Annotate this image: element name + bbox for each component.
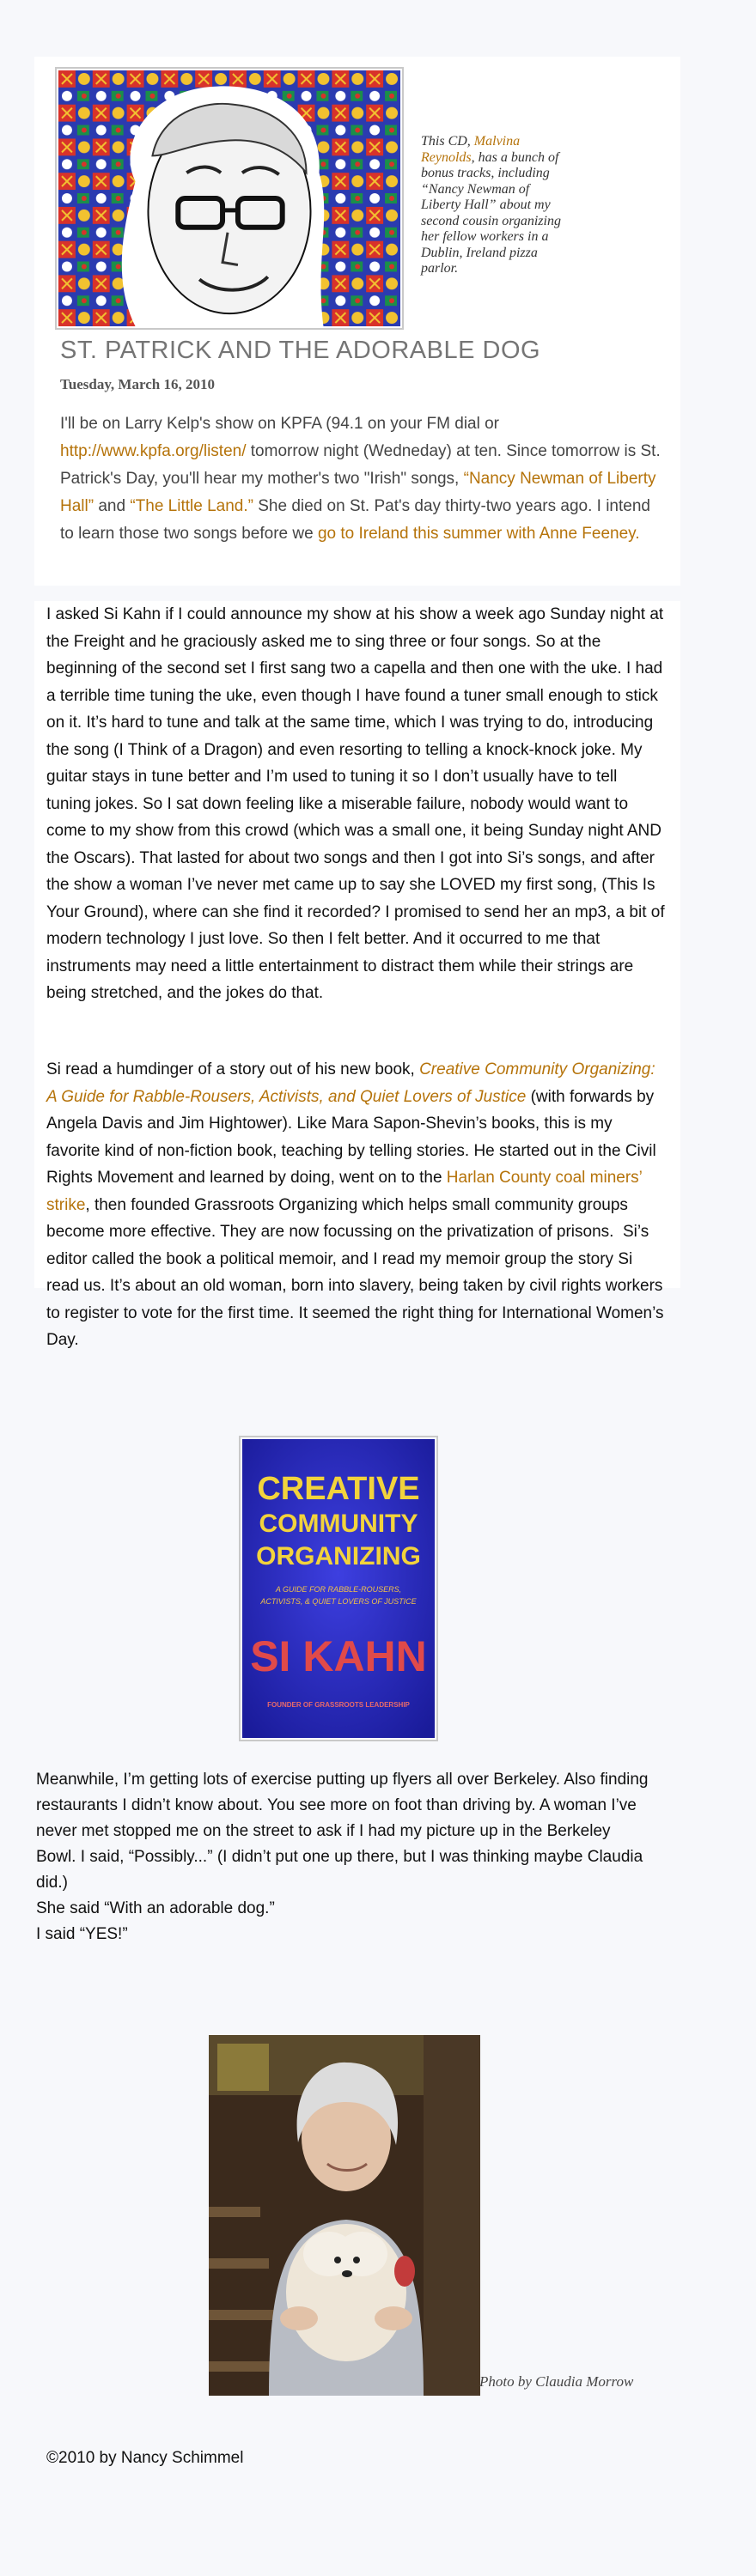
woman-with-dog-art <box>209 2035 480 2396</box>
creative-community-book-link[interactable]: Creative Community Organizing: A Guide for Rabble-Rousers, Activists, and Quiet Lovers of Justice <box>46 1060 655 1106</box>
intro-paragraph <box>60 410 666 548</box>
book-tagline: FOUNDER OF GRASSROOTS LEADERSHIP <box>267 1701 410 1709</box>
intro-text: I'll be on Larry Kelp's show on KPFA (94.1 on your FM dial or <box>60 415 500 433</box>
book-review-paragraph <box>46 1056 665 1354</box>
intro-text: She died on St. Pat's day thirty-two years ago. I intend to learn those two songs before we <box>60 497 650 543</box>
harlan-county-strike-link[interactable]: Harlan County coal miners’ strike <box>46 1169 643 1214</box>
copyright-notice: ©2010 by Nancy Schimmel <box>46 2449 244 2467</box>
book-text: Si read a humdinger of a story out of his new book, <box>46 1060 420 1078</box>
book-cover-image[interactable] <box>239 1436 438 1741</box>
cd-caption <box>421 134 571 277</box>
flyers-line: I said “YES!” <box>36 1925 128 1943</box>
intro-text: tomorrow night (Wedneday) at ten. Since tomorrow is St. Patrick's Day, you'll hear my mother's two "Irish" songs, <box>60 442 661 488</box>
caption-text-pre: This CD, <box>421 134 474 149</box>
book-title-line: CREATIVE <box>257 1471 420 1507</box>
post-date: Tuesday, March 16, 2010 <box>60 376 215 392</box>
kpfa-listen-link[interactable]: http://www.kpfa.org/listen/ <box>60 442 247 460</box>
book-title-line: ORGANIZING <box>256 1542 421 1571</box>
book-subtitle-line: ACTIVISTS, & QUIET LOVERS OF JUSTICE <box>260 1597 417 1606</box>
photo-credit: Photo by Claudia Morrow <box>479 2373 634 2390</box>
cd-cover-art <box>58 70 400 326</box>
flyers-line: Meanwhile, I’m getting lots of exercise putting up flyers all over Berkeley. Also finding restaurants I didn’t know about. You see more on foot than driving by. A woman I’ve never met stopped me on the street to ask if I had my picture up in the Berkeley Bowl. I said, “Possibly...” (I didn’t put one up there, but I was thinking maybe Claudia did.) <box>36 1771 649 1892</box>
intro-text: and <box>94 497 131 515</box>
book-text: , then founded Grassroots Organizing which helps small community groups become more effective. They are now focussing on the privatization of prisons. Si’s editor called the book a political memoir, and I read my memoir group the story Si read us. It’s about an old woman, born into slavery, being taken by civil rights workers to register to vote for the first time. It seemed the right thing for International Women’s Day. <box>46 1195 664 1349</box>
post-title: ST. PATRICK AND THE ADORABLE DOG <box>60 337 541 364</box>
si-kahn-show-paragraph: I asked Si Kahn if I could announce my show at his show a week ago Sunday night at the Freight and he graciously asked me to sing three or four songs. So at the beginning of the second set I first sang two a capella and then one with the uke. I had a terrible time tuning the uke, even though I have found a tuner small enough to stick on it. It’s hard to tune and talk at the same time, which I was trying to do, introducing the song (I Think of a Dragon) and even resorting to telling a knock-knock joke. My guitar stays in tune better and I’m used to tuning it so I don’t usually have to tell tuning jokes. So I sat down feeling like a miserable failure, nobody would want to come to my show from this crowd (which was a small one, it being Sunday night AND the Oscars). That lasted for about two songs and then I got into Si’s songs, and after the show a woman I’ve never met came up to say she LOVED my first song, (This Is Your Ground), where can she find it recorded? I promised to send her an mp3, a bit of modern technology I just love. So then I felt better. And it occurred to me that instruments may need a little entertainment to distract them while their strings are being stretched, and the jokes do that. <box>46 605 665 1002</box>
book-title-line: COMMUNITY <box>259 1510 418 1538</box>
flyers-paragraph <box>36 1767 655 1947</box>
nancy-newman-song-link[interactable]: “Nancy Newman of Liberty Hall” <box>60 470 656 515</box>
caption-text-post: , has a bunch of bonus tracks, including “Nancy Newman of Liberty Hall” about my second cousin organizing her fellow workers in a Dublin, Ireland pizza parlor. <box>421 149 561 276</box>
book-author: SI KAHN <box>250 1632 427 1680</box>
ireland-trip-link[interactable]: go to Ireland this summer with Anne Feeney. <box>317 525 640 543</box>
book-subtitle-line: A GUIDE FOR RABBLE-ROUSERS, <box>275 1585 402 1594</box>
cd-cover-image[interactable] <box>55 67 404 330</box>
flyers-line: She said “With an adorable dog.” <box>36 1899 275 1917</box>
woman-with-dog-photo[interactable] <box>209 2035 480 2396</box>
little-land-song-link[interactable]: “The Little Land.” <box>130 497 253 515</box>
book-text: (with forwards by Angela Davis and Jim Hightower). Like Mara Sapon-Shevin’s books, this is my favorite kind of non-fiction book, teaching by telling stories. He started out in the Civil Rights Movement and learned by doing, went on to the <box>46 1087 656 1187</box>
malvina-reynolds-link[interactable]: Malvina Reynolds <box>421 134 521 165</box>
book-cover-art <box>242 1439 435 1738</box>
